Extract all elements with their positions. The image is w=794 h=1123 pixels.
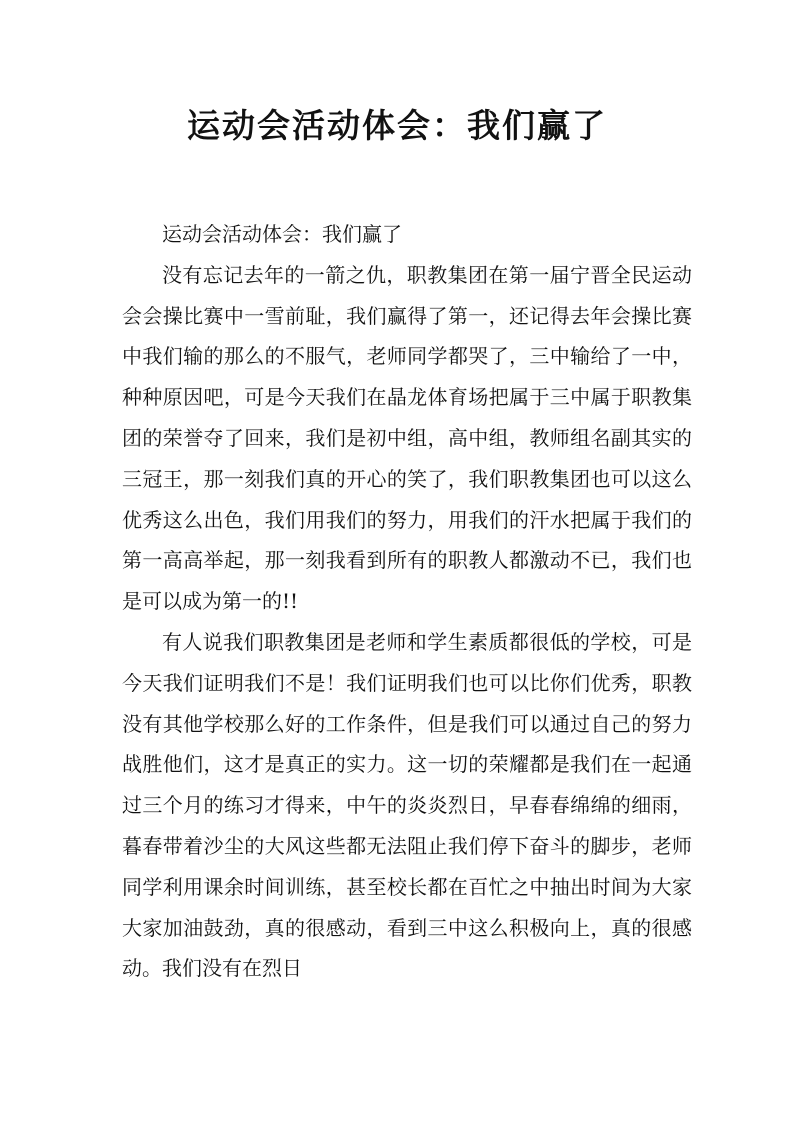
document-title: 运动会活动体会：我们赢了 [187, 106, 607, 145]
paragraph-1: 没有忘记去年的一箭之仇，职教集团在第一届宁晋全民运动会会操比赛中一雪前耻，我们赢得了第一，还记得去年会操比赛中我们输的那么的不服气，老师同学都哭了，三中输给了一中，种种原因吧，可是今天我们在晶龙体育场把属于三中属于职教集团的荣誉夺了回来，我们是初中组，高中组，教师组名副其实的三冠王，那一刻我们真的开心的笑了，我们职教集团也可以这么优秀这么出色，我们用我们的努力，用我们的汗水把属于我们的第一高高举起，那一刻我看到所有的职教人都激动不已，我们也是可以成为第一的!! [122, 262, 692, 614]
document-subtitle: 运动会活动体会：我们赢了 [162, 222, 402, 246]
document-body [122, 214, 692, 989]
paragraph-2: 有人说我们职教集团是老师和学生素质都很低的学校，可是今天我们证明我们不是！我们证明我们也可以比你们优秀，职教没有其他学校那么好的工作条件，但是我们可以通过自己的努力战胜他们，这才是真正的实力。这一切的荣耀都是我们在一起通过三个月的练习才得来，中午的炎炎烈日，早春春绵绵的细雨，暮春带着沙尘的大风这些都无法阻止我们停下奋斗的脚步，老师同学利用课余时间训练，甚至校长都在百忙之中抽出时间为大家大家加油鼓劲，真的很感动，看到三中这么积极向上，真的很感动。我们没有在烈日 [122, 629, 692, 981]
